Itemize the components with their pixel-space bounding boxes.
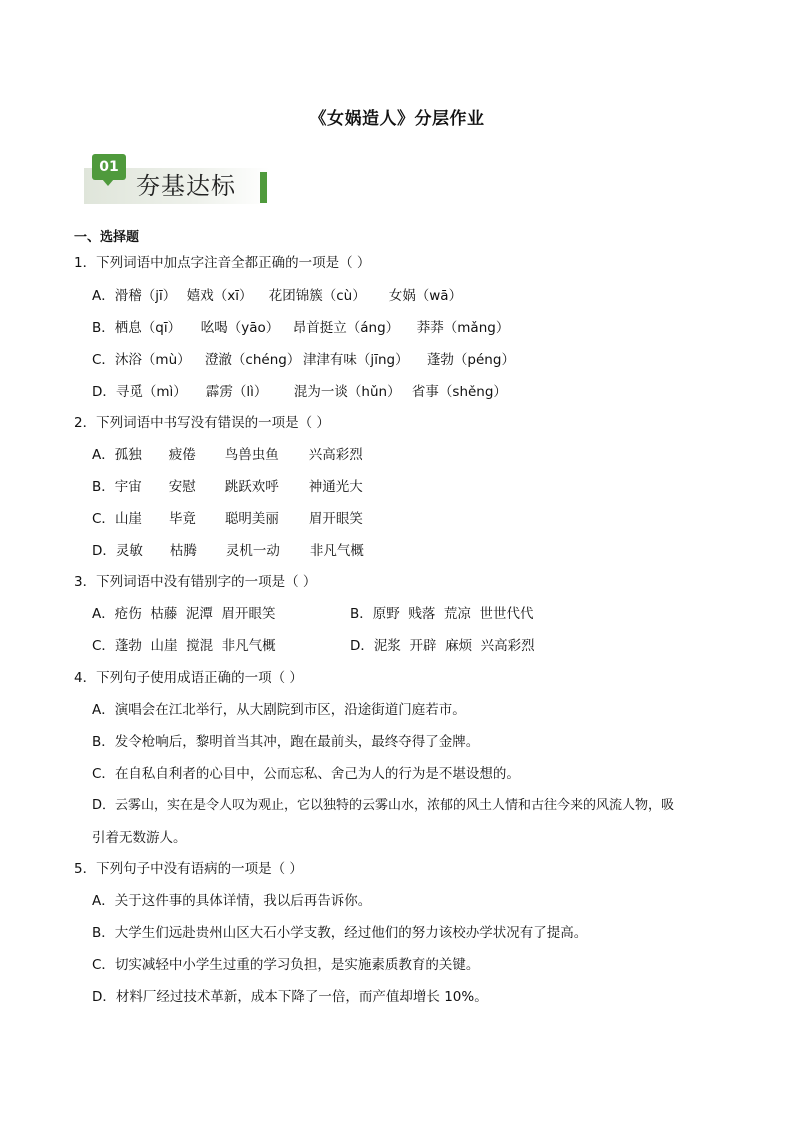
option-word: 莽莽（mǎng） [416, 320, 510, 336]
option-text: 疮伤 枯藤 泥潭 眉开眼笑 [114, 606, 276, 622]
option-label: B． [350, 606, 373, 622]
option-word: 寻觅（mì） [115, 384, 187, 400]
option-text: 发令枪响后，黎明首当其冲，跑在最前头，最终夺得了金牌。 [114, 734, 480, 750]
question-1-stem: 1．下列词语中加点字注音全都正确的一项是（ ） [74, 255, 371, 271]
q2-option-a [92, 443, 363, 463]
option-label: A． [92, 702, 115, 718]
option-label: C． [92, 511, 115, 527]
option-label: A． [92, 606, 115, 622]
option-label: B． [92, 925, 115, 941]
q4-option-b [92, 730, 479, 750]
option-text: 泥浆 开辟 麻烦 兴高彩烈 [373, 638, 535, 654]
option-word: 滑稽（jī） [114, 288, 177, 304]
question-5-stem: 5．下列句子中没有语病的一项是（ ） [74, 861, 303, 877]
option-word: 兴高彩烈 [308, 447, 363, 463]
option-label: A． [92, 447, 115, 463]
option-word: 鸟兽虫鱼 [224, 447, 279, 463]
option-word: 宇宙 [114, 479, 142, 495]
q3-option-b [350, 602, 534, 622]
option-text: 材料厂经过技术革新，成本下降了一倍，而产值却增长 10%。 [115, 989, 488, 1005]
q4-option-a [92, 698, 466, 718]
option-text: 蓬勃 山崖 搅混 非凡气概 [114, 638, 276, 654]
q5-option-d [92, 985, 488, 1005]
option-label: C． [92, 352, 115, 368]
option-word: 混为一谈（hǔn） [293, 384, 401, 400]
q3-option-d [350, 634, 535, 654]
option-word: 嬉戏（xī） [186, 288, 253, 304]
q1-option-d [92, 380, 507, 400]
option-label: C． [92, 766, 115, 782]
option-word: 女娲（wā） [388, 288, 463, 304]
banner-end-bar [260, 172, 267, 203]
question-4-stem: 4．下列句子使用成语正确的一项（ ） [74, 670, 303, 686]
banner-number-badge: 01 [92, 154, 126, 180]
option-word: 沐浴（mù） [114, 352, 191, 368]
option-label: B． [92, 734, 115, 750]
question-2-stem: 2．下列词语中书写没有错误的一项是（ ） [74, 415, 330, 431]
option-word: 眉开眼笑 [308, 511, 363, 527]
q2-option-c [92, 507, 363, 527]
section-heading: 一、选择题 [74, 230, 140, 245]
option-text: 演唱会在江北举行，从大剧院到市区，沿途街道门庭若市。 [114, 702, 466, 718]
q4-option-d [92, 794, 674, 813]
option-label: C． [92, 638, 115, 654]
option-word: 省事（shěng） [411, 384, 507, 400]
q5-option-b [92, 921, 587, 941]
option-label: A． [92, 893, 115, 909]
q5-option-a [92, 889, 371, 909]
q3-option-c [92, 634, 276, 654]
option-word: 灵敏 [115, 543, 143, 559]
section-banner [84, 152, 270, 206]
option-word: 聪明美丽 [224, 511, 279, 527]
option-text: 大学生们远赴贵州山区大石小学支教，经过他们的努力该校办学状况有了提高。 [114, 925, 588, 941]
option-text: 关于这件事的具体详情，我以后再告诉你。 [114, 893, 372, 909]
option-text: 切实减轻中小学生过重的学习负担，是实施素质教育的关键。 [114, 957, 480, 973]
option-text: 在自私自利者的心目中，公而忘私、舍己为人的行为是不堪设想的。 [114, 766, 520, 782]
option-word: 昂首挺立（áng） [292, 320, 400, 336]
option-word: 霹雳（lì） [205, 384, 268, 400]
option-word: 枯腾 [169, 543, 197, 559]
option-text: 云雾山，实在是令人叹为观止，它以独特的云雾山水，浓郁的风土人情和古往今来的风流人物，吸 [115, 798, 675, 813]
q1-option-a [92, 284, 462, 304]
q4-option-d-continued [92, 826, 187, 846]
question-3-stem: 3．下列词语中没有错别字的一项是（ ） [74, 574, 317, 590]
option-text: 引着无数游人。 [92, 830, 187, 846]
option-label: A． [92, 288, 115, 304]
option-word: 跳跃欢呼 [224, 479, 279, 495]
option-label: C． [92, 957, 115, 973]
option-label: D． [92, 798, 116, 813]
option-label: D． [350, 638, 374, 654]
q5-option-c [92, 953, 479, 973]
q4-option-c [92, 762, 520, 782]
q2-option-b [92, 475, 363, 495]
option-word: 疲倦 [168, 447, 196, 463]
option-word: 澄澈（chéng） [204, 352, 301, 368]
option-label: D． [92, 543, 116, 559]
option-word: 花团锦簇（cù） [268, 288, 366, 304]
option-word: 孤独 [114, 447, 142, 463]
option-word: 神通光大 [308, 479, 363, 495]
option-word: 安慰 [168, 479, 196, 495]
option-label: D． [92, 989, 116, 1005]
q2-option-d [92, 539, 364, 559]
option-label: D． [92, 384, 116, 400]
option-word: 津津有味（jīng） [302, 352, 409, 368]
document-title: 《女娲造人》分层作业 [309, 109, 485, 129]
option-word: 吆喝（yāo） [200, 320, 280, 336]
banner-label: 夯基达标 [136, 172, 236, 200]
option-label: B． [92, 479, 115, 495]
q1-option-b [92, 316, 509, 336]
option-word: 栖息（qī） [114, 320, 182, 336]
option-word: 山崖 [114, 511, 142, 527]
option-label: B． [92, 320, 115, 336]
q1-option-c [92, 348, 515, 368]
option-text: 原野 贱落 荒凉 世世代代 [372, 606, 534, 622]
option-word: 灵机一动 [225, 543, 280, 559]
option-word: 蓬勃（péng） [426, 352, 515, 368]
option-word: 非凡气概 [309, 543, 364, 559]
q3-option-a [92, 602, 276, 622]
option-word: 毕竟 [168, 511, 196, 527]
